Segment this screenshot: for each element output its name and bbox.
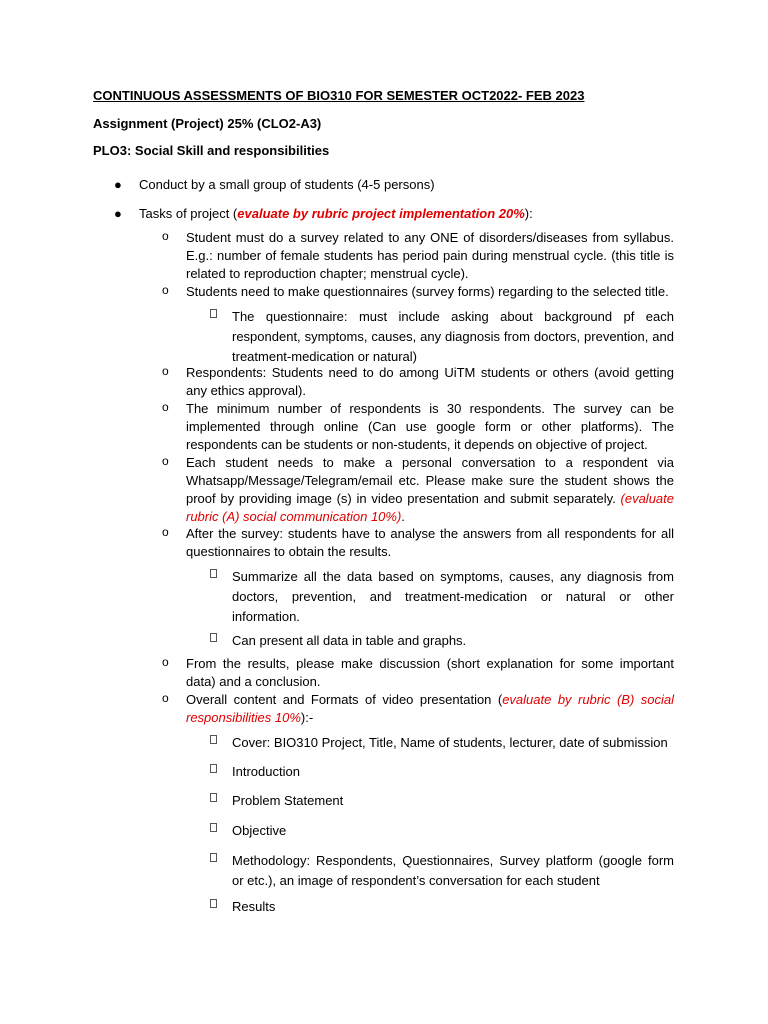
square-bullet-icon — [210, 569, 217, 578]
bullet-icon: ● — [114, 177, 122, 192]
assignment-heading: Assignment (Project) 25% (CLO2-A3) — [93, 116, 322, 131]
document-page: CONTINUOUS ASSESSMENTS OF BIO310 FOR SEMESTER OCT2022- FEB 2023 Assignment (Project) 25% (CLO2-A3) PLO3: Social Skill and responsibilities ● Conduct by a small group of students (4-5 persons) ● Tasks of project (evaluate by rubric project implementation 20%): o Student must do a survey related to any ONE of disorders/diseases from syllabus. E.g.: number of female students has period pain during menstrual cycle. (this title is related to reproduction chapter; menstrual cycle). o Students need to make questionnaires (survey forms) regarding to the selected title. The questionnaire: must include asking about background pf each respondent, symptoms, causes, any diagnosis from doctors, prevention, and treatment-medication or natural) o Respondents: Students need to do among UiTM students or others (avoid getting any ethics approval). o The minimum number of respondents is 30 respondents. The survey can be implemented through online (Can use google form or other platforms). The respondents can be students or non-students, it depends on objective of project. o Each student needs to make a personal conversation to a respondent via Whatsapp/Message/Telegram/email etc. Please make sure the student shows the proof by providing image (s) in video presentation and submit separately. (evaluate rubric (A) social communication 10%). o After the survey: students have to analyse the answers from all respondents for all questionnaires to obtain the results. Summarize all the data based on symptoms, causes, any diagnosis from doctors, prevention, and treatment-medication or natural or other information. Can present all data in table and graphs. o From the results, please make discussion (short explanation for some important data) and a conclusion. o Overall content and Formats of video presentation (evaluate by rubric (B) social responsibilities 10%):- Cover: BIO310 Project, Title, Name of students, lecturer, date of submission Introduction Problem Statement Objective Methodology: Respondents, Questionnaires, Survey platform (google form or etc.), an image of respondent’s conversation for each student Results — [93, 88, 674, 914]
square-bullet-icon — [210, 899, 217, 908]
circle-bullet-icon: o — [162, 283, 169, 297]
square-bullet-icon — [210, 793, 217, 802]
rubric-note: evaluate by rubric (B) social responsibilities 10% — [186, 692, 674, 725]
square-bullet-icon — [210, 853, 217, 862]
circle-bullet-icon: o — [162, 691, 169, 705]
circle-bullet-icon: o — [162, 655, 169, 669]
rubric-note: (evaluate rubric (A) social communication 10%) — [186, 491, 674, 524]
circle-bullet-icon: o — [162, 364, 169, 378]
circle-bullet-icon: o — [162, 400, 169, 414]
circle-bullet-icon: o — [162, 229, 169, 243]
circle-bullet-icon: o — [162, 454, 169, 468]
square-bullet-icon — [210, 633, 217, 642]
square-bullet-icon — [210, 309, 217, 318]
square-bullet-icon — [210, 735, 217, 744]
document-title: CONTINUOUS ASSESSMENTS OF BIO310 FOR SEMESTER OCT2022- FEB 2023 — [93, 88, 585, 103]
square-bullet-icon — [210, 764, 217, 773]
bullet-icon: ● — [114, 206, 122, 221]
rubric-note: evaluate by rubric project implementation 20% — [237, 206, 525, 221]
plo-heading: PLO3: Social Skill and responsibilities — [93, 143, 330, 158]
circle-bullet-icon: o — [162, 525, 169, 539]
square-bullet-icon — [210, 823, 217, 832]
